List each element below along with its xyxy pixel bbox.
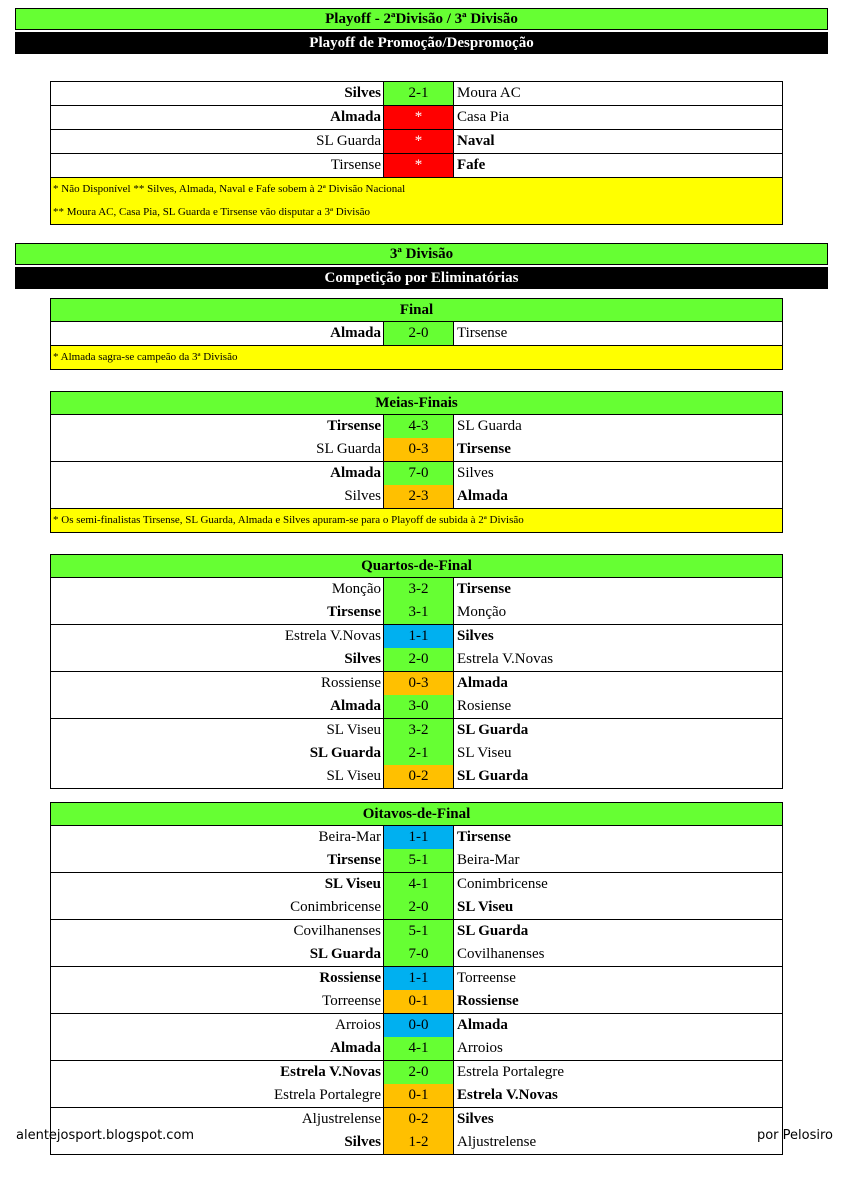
away-team: SL Guarda [457,923,529,939]
home-team: SL Viseu [326,722,381,738]
home-team: Almada [330,1040,381,1056]
match-score: 4-3 [383,415,454,438]
away-team: Aljustrelense [457,1134,537,1150]
home-team: Almada [330,325,381,341]
match-score: 0-1 [383,990,454,1013]
home-team: Covilhanenses [293,923,381,939]
match-score: 5-1 [383,920,454,943]
away-team: Almada [457,488,508,504]
match-score: 1-2 [383,1131,454,1154]
away-team: Silves [457,465,494,481]
round-of-16-table [50,802,783,1155]
home-team: Estrela V.Novas [284,628,381,644]
away-team: Silves [457,1111,494,1127]
match-row [51,601,782,624]
footnote: * Não Disponível ** Silves, Almada, Naval e Fafe sobem à 2ª Divisão Nacional [51,177,782,201]
home-team: Arroios [335,1017,381,1033]
match-score: 1-1 [383,826,454,849]
match-row [51,919,782,943]
away-team: Monção [457,604,507,620]
match-row [51,966,782,990]
match-score: 2-0 [383,896,454,919]
away-team: Estrela Portalegre [457,1064,565,1080]
footer-author: por Pelosiro [756,1128,833,1143]
round-title: Meias-Finais [51,392,782,415]
third-division-subtitle: Competição por Eliminatórias [15,267,828,289]
home-team: Aljustrelense [301,1111,381,1127]
match-score: 2-1 [383,742,454,765]
away-team: Naval [457,133,495,149]
match-row [51,322,782,345]
match-score: 3-1 [383,601,454,624]
match-score: 1-1 [383,625,454,648]
match-row [51,718,782,742]
match-score: 2-1 [383,82,454,105]
away-team: Moura AC [457,85,521,101]
away-team: Fafe [457,157,486,173]
away-team: Beira-Mar [457,852,520,868]
match-score: 0-3 [383,672,454,695]
home-team: Silves [344,1134,381,1150]
match-score: 2-0 [383,1061,454,1084]
match-row [51,438,782,461]
away-team: SL Viseu [457,899,514,915]
away-team: Almada [457,675,508,691]
home-team: Conimbricense [290,899,381,915]
home-team: Silves [344,488,381,504]
match-row [51,578,782,601]
home-team: SL Guarda [309,946,381,962]
match-row [51,742,782,765]
away-team: Tirsense [457,829,511,845]
quarterfinals-table [50,554,783,789]
playoff-table [50,81,783,225]
match-row [51,826,782,849]
home-team: Tirsense [327,604,381,620]
home-team: Rossiense [321,675,381,691]
match-score: 0-1 [383,1084,454,1107]
home-team: SL Viseu [326,768,381,784]
match-row [51,849,782,872]
match-score: 3-2 [383,578,454,601]
home-team: Beira-Mar [318,829,381,845]
match-row [51,695,782,718]
match-row [51,943,782,966]
match-score: 3-2 [383,719,454,742]
match-score: 4-1 [383,1037,454,1060]
round-title: Quartos-de-Final [51,555,782,578]
away-team: Almada [457,1017,508,1033]
away-team: Casa Pia [457,109,510,125]
away-team: Covilhanenses [457,946,545,962]
away-team: SL Guarda [457,418,522,434]
away-team: Tirsense [457,441,511,457]
match-row [51,129,782,153]
playoff-subtitle: Playoff de Promoção/Despromoção [15,32,828,54]
match-score: 5-1 [383,849,454,872]
match-score: 7-0 [383,462,454,485]
match-row [51,1037,782,1060]
match-row [51,765,782,788]
away-team: Torreense [457,970,516,986]
away-team: Tirsense [457,325,508,341]
home-team: Rossiense [319,970,381,986]
semifinals-table [50,391,783,533]
match-row [51,1084,782,1107]
match-row [51,153,782,177]
home-team: Almada [330,109,381,125]
home-team: SL Viseu [324,876,381,892]
match-row [51,671,782,695]
match-score: 4-1 [383,873,454,896]
home-team: SL Guarda [309,745,381,761]
home-team: Torreense [322,993,381,1009]
match-score: 2-0 [383,322,454,345]
footer-site: alentejosport.blogspot.com [16,1128,195,1143]
match-score: 2-0 [383,648,454,671]
home-team: SL Guarda [316,441,381,457]
away-team: Arroios [457,1040,503,1056]
match-row [51,105,782,129]
match-row [51,990,782,1013]
home-team: Almada [330,465,381,481]
match-score: 0-2 [383,1108,454,1131]
home-team: SL Guarda [316,133,381,149]
match-row [51,896,782,919]
match-row [51,1060,782,1084]
footnote: * Almada sagra-se campeão da 3ª Divisão [51,345,782,369]
match-row [51,461,782,485]
away-team: SL Guarda [457,722,529,738]
match-score: 0-0 [383,1014,454,1037]
match-row [51,415,782,438]
home-team: Silves [344,85,381,101]
away-team: Silves [457,628,494,644]
match-score: * [383,154,454,177]
away-team: SL Viseu [457,745,512,761]
away-team: Estrela V.Novas [457,651,554,667]
match-score: 0-2 [383,765,454,788]
match-row [51,485,782,508]
away-team: Rosiense [457,698,512,714]
match-row [51,624,782,648]
match-score: 2-3 [383,485,454,508]
match-row [51,872,782,896]
home-team: Estrela V.Novas [280,1064,381,1080]
round-title: Oitavos-de-Final [51,803,782,826]
playoff-title: Playoff - 2ªDivisão / 3ª Divisão [15,8,828,30]
home-team: Monção [331,581,381,597]
home-team: Estrela Portalegre [273,1087,381,1103]
match-row [51,82,782,105]
home-team: Tirsense [327,852,381,868]
footnote: * Os semi-finalistas Tirsense, SL Guarda, Almada e Silves apuram-se para o Playoff de subida à 2ª Divisão [51,508,782,532]
round-title: Final [51,299,782,322]
footnote: ** Moura AC, Casa Pia, SL Guarda e Tirsense vão disputar a 3ª Divisão [51,201,782,224]
match-score: * [383,106,454,129]
home-team: Silves [344,651,381,667]
match-score: 0-3 [383,438,454,461]
home-team: Tirsense [327,418,381,434]
home-team: Tirsense [330,157,381,173]
final-table [50,298,783,370]
match-score: 3-0 [383,695,454,718]
away-team: Rossiense [457,993,519,1009]
match-score: * [383,130,454,153]
home-team: Almada [330,698,381,714]
third-division-title: 3ª Divisão [15,243,828,265]
match-row [51,1013,782,1037]
away-team: Estrela V.Novas [457,1087,558,1103]
away-team: SL Guarda [457,768,529,784]
away-team: Tirsense [457,581,511,597]
match-score: 7-0 [383,943,454,966]
match-score: 1-1 [383,967,454,990]
match-row [51,648,782,671]
away-team: Conimbricense [457,876,548,892]
